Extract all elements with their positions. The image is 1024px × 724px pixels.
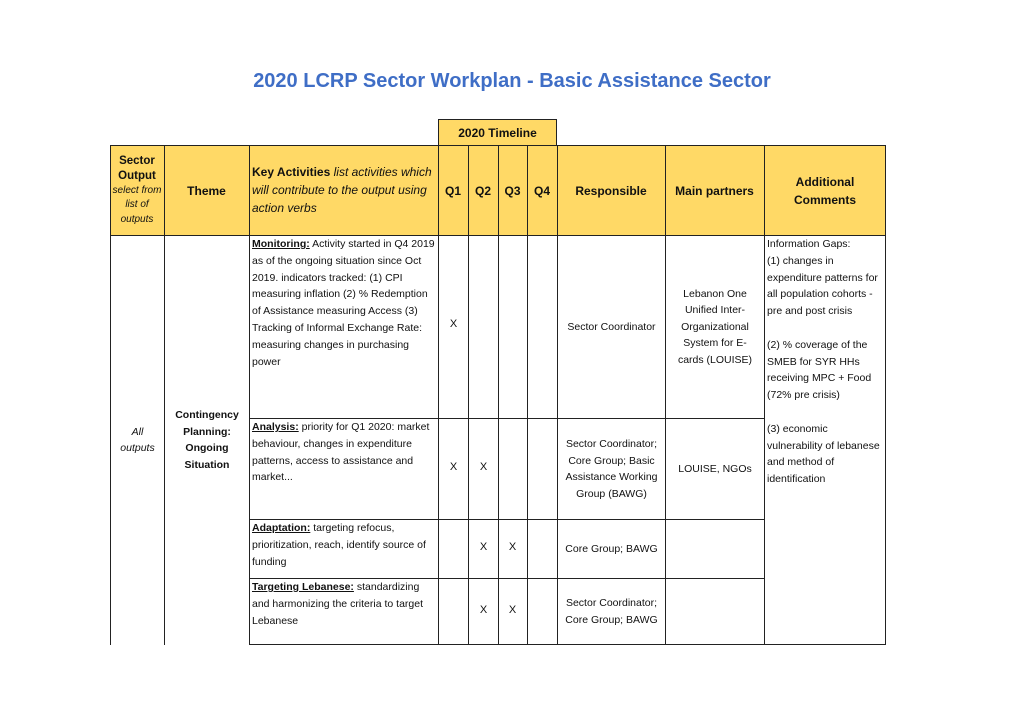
grid-line bbox=[527, 145, 528, 645]
header-comments: Additional Comments bbox=[793, 174, 856, 207]
activity-label: Analysis: bbox=[252, 421, 299, 433]
q1-mark: X bbox=[449, 461, 458, 473]
header-q3: Q3 bbox=[504, 183, 521, 198]
activity-label: Adaptation: bbox=[252, 522, 311, 534]
comments-item-3: (3) economic vulnerability of lebanese and method of identification bbox=[767, 422, 880, 486]
header-key-activities-label: Key Activities bbox=[252, 165, 331, 179]
activity-monitoring bbox=[252, 236, 436, 370]
grid-line bbox=[249, 644, 886, 645]
responsible-cell: Sector Coordinator; Core Group; BAWG bbox=[565, 597, 658, 626]
activity-analysis bbox=[252, 419, 436, 486]
grid-line bbox=[249, 145, 250, 645]
partners-cell: LOUISE, NGOs bbox=[678, 462, 752, 475]
partners-cell bbox=[666, 579, 764, 644]
theme-cell: Contingency Planning: Ongoing Situation bbox=[175, 409, 239, 471]
activity-label: Monitoring: bbox=[252, 238, 310, 250]
q2-mark: X bbox=[479, 461, 488, 473]
activity-text: priority for Q1 2020: market behaviour, changes in expenditure patterns, access to assistance and market... bbox=[252, 421, 430, 484]
comments-intro: Information Gaps: bbox=[767, 238, 851, 250]
timeline-header: 2020 Timeline bbox=[438, 119, 557, 146]
sector-output-cell: All outputs bbox=[120, 425, 155, 454]
comments-cell bbox=[767, 236, 884, 488]
header-q1: Q1 bbox=[444, 183, 461, 198]
comments-item-1: (1) changes in expenditure patterns for all population cohorts - pre and post crisis bbox=[767, 254, 878, 318]
header-key-activities-note: list activities which will contribute to the output using action verbs bbox=[252, 165, 432, 215]
header-q4: Q4 bbox=[533, 183, 550, 198]
responsible-cell: Sector Coordinator bbox=[567, 320, 656, 333]
header-sector-output bbox=[110, 146, 164, 235]
header-q2: Q2 bbox=[474, 183, 491, 198]
header-main-partners: Main partners bbox=[675, 183, 754, 198]
header-sector-output-note: select from list of outputs bbox=[112, 184, 162, 225]
activity-text: standardizing and harmonizing the criteria to target Lebanese bbox=[252, 581, 424, 627]
grid-line bbox=[468, 145, 469, 645]
q2-mark: X bbox=[479, 604, 488, 616]
activity-text: targeting refocus, prioritization, reach, identify source of funding bbox=[252, 522, 426, 568]
activity-targeting-lebanese bbox=[252, 579, 436, 629]
partners-cell: Lebanon One Unified Inter-Organizational System for E-cards (LOUISE) bbox=[677, 287, 753, 366]
header-sector-output-label: Sector Output bbox=[118, 154, 156, 182]
activity-text: Activity started in Q4 2019 as of the ongoing situation since Oct 2019. indicators tracked: (1) CPI measuring inflation (2) % Redemption of Assistance measuring Access (3) Tracking of Informal Exchange Rate: measuring changes in purchasing power bbox=[252, 238, 435, 368]
q2-mark: X bbox=[479, 541, 488, 553]
header-responsible: Responsible bbox=[575, 183, 647, 198]
responsible-cell: Core Group; BAWG bbox=[565, 542, 658, 555]
q3-mark: X bbox=[508, 604, 517, 616]
grid-line bbox=[498, 145, 499, 645]
header-key-activities bbox=[252, 163, 436, 217]
activity-adaptation bbox=[252, 520, 436, 570]
q3-mark: X bbox=[508, 541, 517, 553]
grid-line bbox=[764, 145, 765, 645]
activity-label: Targeting Lebanese: bbox=[252, 581, 354, 593]
comments-item-2: (2) % coverage of the SMEB for SYR HHs receiving MPC + Food (72% pre crisis) bbox=[767, 338, 872, 402]
partners-cell bbox=[666, 520, 764, 578]
grid-line bbox=[885, 145, 886, 645]
header-theme: Theme bbox=[187, 183, 226, 198]
page-title: 2020 LCRP Sector Workplan - Basic Assistance Sector bbox=[253, 70, 771, 92]
grid-line bbox=[438, 145, 439, 645]
q1-mark: X bbox=[449, 318, 458, 330]
responsible-cell: Sector Coordinator; Core Group; Basic Assistance Working Group (BAWG) bbox=[565, 438, 658, 500]
